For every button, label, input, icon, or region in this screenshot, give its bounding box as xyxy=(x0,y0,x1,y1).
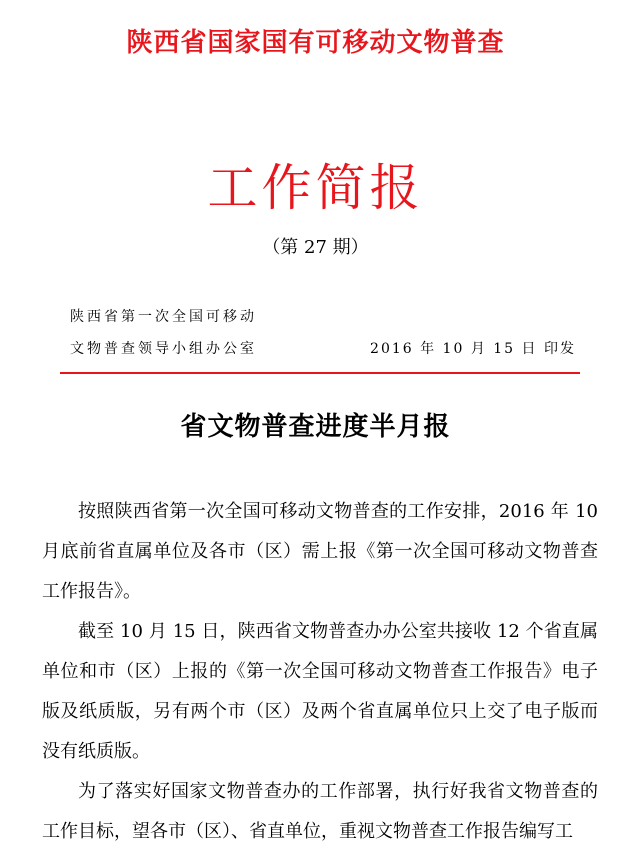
issue-number: （第 27 期） xyxy=(262,237,369,258)
body-paragraph-1: 按照陕西省第一次全国可移动文物普查的工作安排，2016 年 10 月底前省直属单位及各市（区）需上报《第一次全国可移动文物普查工作报告》。 xyxy=(42,501,598,602)
issuer-line-2: 文物普查领导小组办公室 xyxy=(70,341,257,357)
body-paragraph-3: 为了落实好国家文物普查办的工作部署，执行好我省文物普查的工作目标，望各市（区）、省直单位，重视文物普查工作报告编写工 xyxy=(42,781,598,842)
issuing-organization-heading: 陕西省国家国有可移动文物普查 xyxy=(126,28,505,58)
article-body xyxy=(42,492,598,852)
issuer-line-1: 陕西省第一次全国可移动 xyxy=(70,309,257,325)
briefing-title: 工作简报 xyxy=(207,159,424,217)
body-paragraph-2: 截至 10 月 15 日，陕西省文物普查办办公室共接收 12 个省直属单位和市（区）上报的《第一次全国可移动文物普查工作报告》电子版及纸质版，另有两个市（区）及两个省直属单位只上交了电子版而没有纸质版。 xyxy=(42,621,598,762)
print-date: 2016 年 10 月 15 日 印发 xyxy=(370,341,576,357)
article-title: 省文物普查进度半月报 xyxy=(180,412,451,442)
red-divider-line xyxy=(60,372,580,374)
